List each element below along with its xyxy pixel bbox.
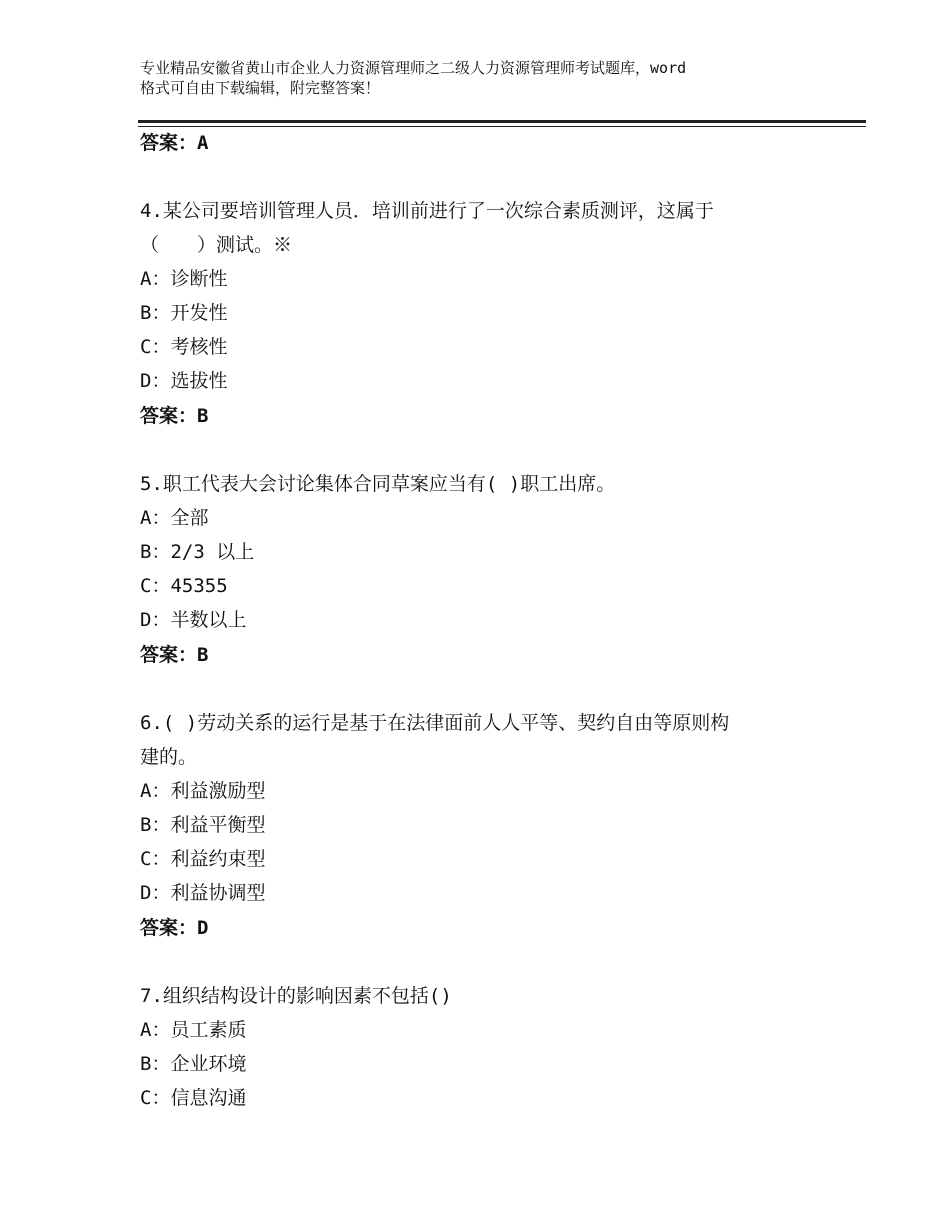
q7-option-a: A：员工素质: [140, 1019, 247, 1041]
q4-stem-line-2: （ ）测试。※: [140, 234, 293, 256]
q5-option-d: D：半数以上: [140, 609, 247, 631]
q4-stem-line-1: 4.某公司要培训管理人员．培训前进行了一次综合素质测评，这属于: [140, 200, 714, 222]
header-line-2: 格式可自由下载编辑，附完整答案！: [140, 79, 381, 97]
q6-option-a: A：利益激励型: [140, 780, 266, 802]
q4-option-d: D：选拔性: [140, 370, 228, 392]
q5-option-a: A：全部: [140, 507, 209, 529]
q6-option-d: D：利益协调型: [140, 882, 266, 904]
q4-answer: 答案：B: [140, 405, 209, 427]
q5-stem-line-1: 5.职工代表大会讨论集体合同草案应当有( )职工出席。: [140, 473, 616, 495]
q4-option-a: A：诊断性: [140, 268, 228, 290]
q7-option-c: C：信息沟通: [140, 1087, 247, 1109]
q7-stem-line-1: 7.组织结构设计的影响因素不包括(): [140, 985, 452, 1007]
q6-answer: 答案：D: [140, 917, 209, 939]
header-line-1: 专业精品安徽省黄山市企业人力资源管理师之二级人力资源管理师考试题库，word: [140, 59, 687, 77]
q4-option-b: B：开发性: [140, 302, 228, 324]
q6-stem-line-1: 6.( )劳动关系的运行是基于在法律面前人人平等、契约自由等原则构: [140, 712, 730, 734]
document-header: [140, 58, 840, 98]
q6-option-b: B：利益平衡型: [140, 814, 266, 836]
header-divider-thick: [138, 120, 866, 123]
q5-option-b: B：2/3 以上: [140, 541, 255, 563]
header-divider-thin: [138, 126, 866, 127]
q7-option-b: B：企业环境: [140, 1053, 247, 1075]
q6-option-c: C：利益约束型: [140, 848, 266, 870]
q5-option-c: C：45355: [140, 575, 228, 597]
answer-q3: 答案：A: [140, 132, 209, 154]
q6-stem-line-2: 建的。: [140, 746, 198, 768]
q5-answer: 答案：B: [140, 644, 209, 666]
q4-option-c: C：考核性: [140, 336, 228, 358]
